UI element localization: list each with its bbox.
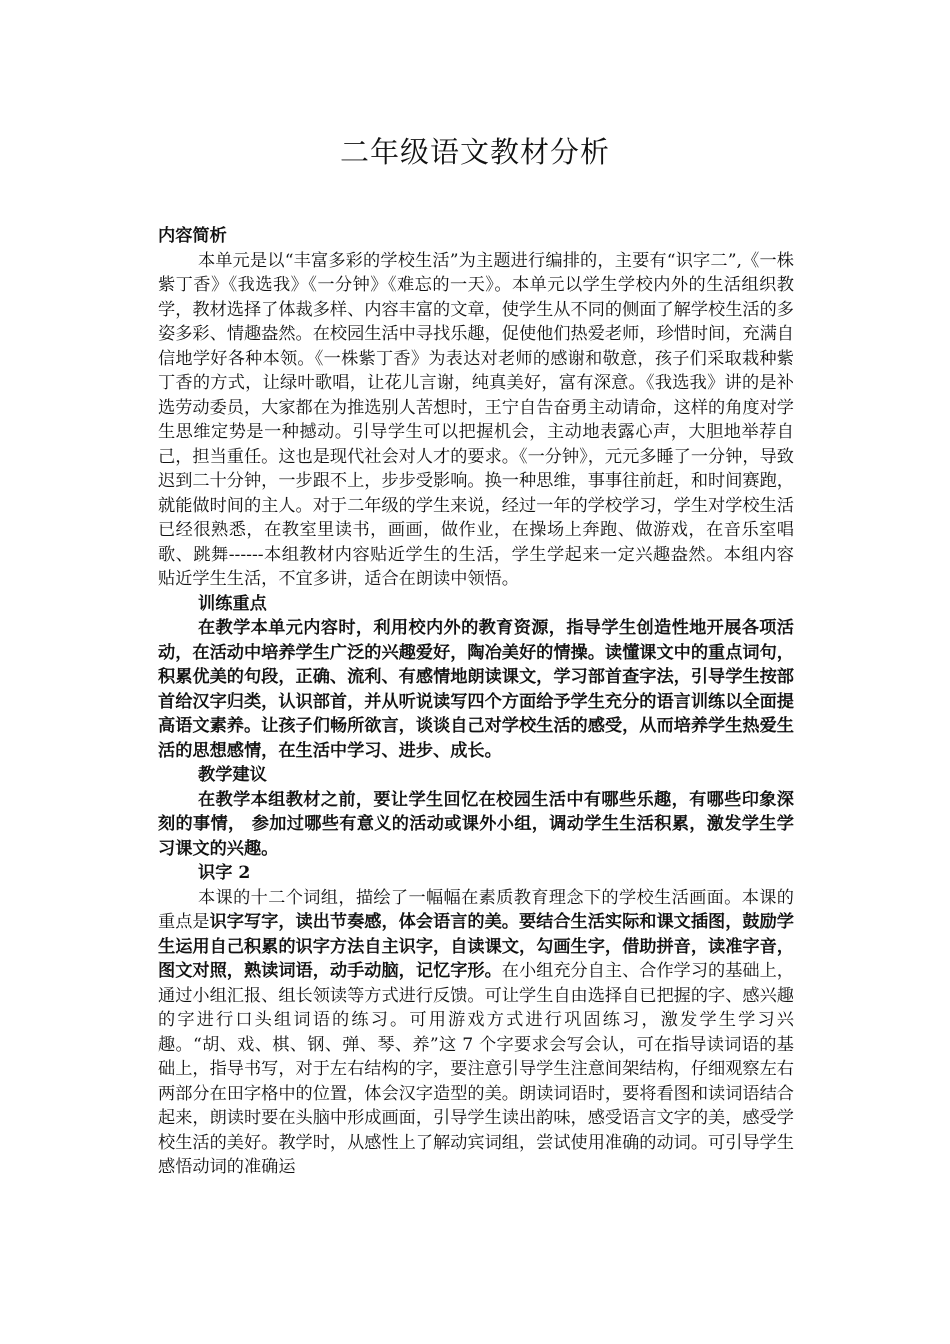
- section-heading-teaching-suggestions: 教学建议: [198, 765, 267, 785]
- section-heading-training-focus: 训练重点: [198, 593, 267, 614]
- section-body-teaching-suggestions: 在教学本组教材之前，要让学生回忆在校园生活中有哪些乐趣，有哪些印象深刻的事情， 参加过哪些有意义的活动或课外小组，调动学生生活积累，激发学生学习课文的兴趣。: [158, 789, 794, 859]
- literacy-2-text-intro: 本课的十二个词组，描绘了一幅幅在素质教育理念下的学校生活画面。本课的重点是: [158, 887, 794, 932]
- section-heading-literacy-2: 识字 2: [198, 863, 251, 883]
- section-body-training-focus: 在教学本单元内容时，利用校内外的教育资源，指导学生创造性地开展各项活动，在活动中培养学生广泛的兴趣爱好，陶冶美好的情操。读懂课文中的重点词句，积累优美的句段，正确、流利、有感情地朗读课文，学习部首查字法，引导学生按部首给汉字归类，认识部首，并从听说读写四个方面给予学生充分的语言训练以全面提高语文素养。让孩子们畅所欲言，谈谈自己对学校生活的感受，从而培养学生热爱生活的思想感情，在生活中学习、进步、成长。: [158, 618, 794, 761]
- document-title: 二年级语文教材分析: [339, 135, 610, 169]
- document-body: [158, 224, 794, 1180]
- section-body-content-analysis: 本单元是以“丰富多彩的学校生活”为主题进行编排的，主要有“识字二”,《一株紫丁香》《我选我》《一分钟》《难忘的一天》。本单元以学生学校内外的生活组织教学，教材选择了体裁多样、内容丰富的文章，使学生从不同的侧面了解学校生活的多姿多彩、情趣盎然。在校园生活中寻找乐趣，促使他们热爱老师，珍惜时间，充满自信地学好各种本领。《一株紫丁香》为表达对老师的感谢和敬意，孩子们采取栽种紫丁香的方式，让绿叶歌唱，让花儿言谢，纯真美好，富有深意。《我选我》讲的是补选劳动委员，大家都在为推选别人苦想时，王宁自告奋勇主动请命，这样的角度对学生思维定势是一种撼动。引导学生可以把握机会，主动地表露心声，大胆地举荐自己，担当重任。这也是现代社会对人才的要求。《一分钟》，元元多睡了一分钟，导致迟到二十分钟，一步跟不上，步步受影响。换一种思维，事事往前赶，和时间赛跑，就能做时间的主人。对于二年级的学生来说，经过一年的学校学习，学生对学校生活已经很熟悉，在教室里读书，画画，做作业，在操场上奔跑、做游戏，在音乐室唱歌、跳舞------本组教材内容贴近学生的生活，学生学起来一定兴趣盎然。本组内容贴近学生生活，不宜多讲，适合在朗读中领悟。: [158, 250, 794, 589]
- section-heading-content-analysis: 内容简析: [158, 226, 227, 246]
- literacy-2-text-emphasis: 识字写字，读出节奏感，体会语言的美。要结合生活实际和课文插图，鼓励学生运用自己积累的识字方法自主识字，自读课文，勾画生字，借助拼音，读准字音，图文对照，熟读词语，动手动脑，记忆字形。: [158, 912, 794, 981]
- section-body-literacy-2: [158, 886, 794, 1180]
- literacy-2-text-rest: 在小组充分自主、合作学习的基础上，通过小组汇报、组长领读等方式进行反馈。可让学生自由选择自已把握的字、感兴趣的字进行口头组词语的练习。可用游戏方式进行巩固练习，激发学生学习兴趣。“胡、戏、棋、钢、弹、琴、养”这 7 个字要求会写会认，可在指导读词语的基础上，指导书写，对于左右结构的字，要注意引导学生注意间架结构，仔细观察左右两部分在田字格中的位置，体会汉字造型的美。朗读词语时，要将看图和读词语结合起来，朗读时要在头脑中形成画面，引导学生读出韵味，感受语言文字的美，感受学校生活的美好。教学时，从感性上了解动宾词组，尝试使用准确的动词。可引导学生感悟动词的准确运: [158, 961, 794, 1177]
